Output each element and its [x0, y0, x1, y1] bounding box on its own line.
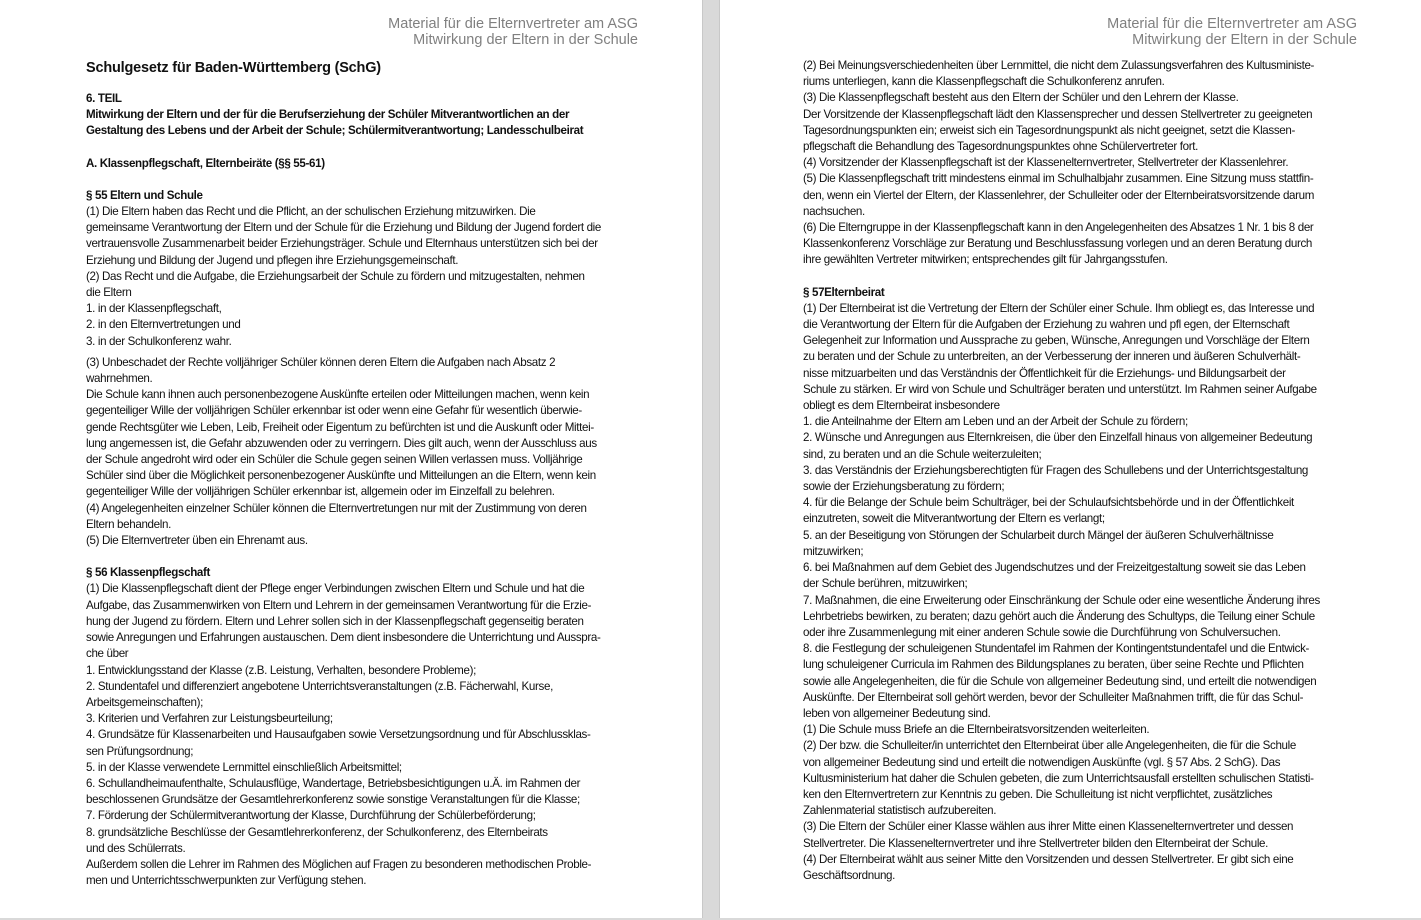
text-line: (5) Die Elternvertreter üben ein Ehrenamt aus. [86, 534, 308, 548]
text-line: sowie alle Angelegenheiten, die für die Schule von allgemeiner Bedeutung sind, und erteilt die notwendigen [803, 674, 1317, 688]
text-line: Die Schule kann ihnen auch personenbezogene Auskünfte erteilen oder Mitteilungen machen, wenn kein [86, 388, 590, 402]
page-header [388, 16, 638, 48]
text-line: von allgemeiner Bedeutung sind und erteilt die notwendigen Auskünfte (vgl. § 57 Abs. 2 SchG). Das [803, 755, 1281, 769]
text-line: 1. in der Klassenpflegschaft, [86, 302, 222, 316]
paragraph-57-text [803, 301, 1365, 884]
text-line: Erziehung und Bildung der Jugend und pflegen ihre Erziehungsgemeinschaft. [86, 253, 459, 267]
text-line: Lehrbetriebs bewirken, zu beraten; dazu gehört auch die Änderung des Schultyps, die Teilung einer Schule [803, 609, 1315, 623]
text-line: 5. in der Klasse verwendete Lernmittel einschließlich Arbeitsmittel; [86, 760, 402, 774]
paragraph-55-block-1 [86, 204, 646, 350]
text-line: 3. Kriterien und Verfahren zur Leistungsbeurteilung; [86, 712, 333, 726]
header-line: Material für die Elternvertreter am ASG [388, 16, 638, 32]
document-title: Schulgesetz für Baden-Württemberg (SchG) [86, 60, 381, 76]
text-line: (5) Die Klassenpflegschaft tritt mindestens einmal im Schulhalbjahr zusammen. Eine Sitzung muss stattfin- [803, 172, 1314, 186]
text-line: 3. das Verständnis der Erziehungsberechtigten für Fragen des Schullebens und der Unterrichtsgestaltung [803, 463, 1309, 477]
text-line: men und Unterrichtsschwerpunkten zur Verfügung stehen. [86, 874, 367, 888]
text-line: Aufgabe, das Zusammenwirken von Eltern und Lehrern in der gemeinsamen Verantwortung für die Erzie- [86, 598, 592, 612]
text-line: 7. Förderung der Schülermitverantwortung der Klasse, Durchführung der Schülerbeförderung; [86, 809, 536, 823]
text-line: nisse mitzuarbeiten und das Verständnis der Öffentlichkeit für die Erziehungs- und Bildungsarbeit der [803, 366, 1286, 380]
text-line: Stellvertreter. Die Klassenelternvertreter und ihre Stellvertreter bilden den Elternbeirat der Schule. [803, 836, 1269, 850]
text-line: 4. Grundsätze für Klassenarbeiten und Hausaufgaben sowie Versetzungsordnung und für Abschlussklas- [86, 728, 591, 742]
text-line: (6) Die Elterngruppe in der Klassenpflegschaft kann in den Angelegenheiten des Absatzes 1 Nr. 1 bis 8 der [803, 221, 1314, 235]
paragraph-heading-55: § 55 Eltern und Schule [86, 188, 203, 202]
text-line: sowie der Erziehungsberatung zu fördern; [803, 480, 1005, 494]
page-body [803, 58, 1365, 884]
header-line: Material für die Elternvertreter am ASG [1107, 16, 1357, 32]
text-line: (2) Das Recht und die Aufgabe, die Erziehungsarbeit der Schule zu fördern und mitzugestalten, nehmen [86, 269, 585, 283]
text-line: Auskünfte. Der Elternbeirat soll gehört werden, bevor der Schulleiter Maßnahmen trifft, die für das Schul- [803, 690, 1304, 704]
text-line: die Verantwortung der Eltern für die Aufgaben der Erziehung zu wahren und pfl egen, der Elternschaft [803, 318, 1290, 332]
text-line: 1. die Anteilnahme der Eltern am Leben und an der Arbeit der Schule zu fördern; [803, 415, 1188, 429]
text-line: Zahlenmaterial statistisch aufzubereiten. [803, 804, 997, 818]
paragraph-56-text [86, 581, 646, 889]
text-line: der Schule angedroht wird oder ein Schüler die Schule gegen seinen Willen verlassen muss. Volljährige [86, 453, 583, 467]
text-line: 3. in der Schulkonferenz wahr. [86, 334, 232, 348]
text-line: (3) Die Klassenpflegschaft besteht aus den Eltern der Schüler und den Lehrern der Klasse. [803, 91, 1239, 105]
text-line: oder ihre Zusammenlegung mit einer anderen Schule sowie die Durchführung von Schulversuchen. [803, 625, 1281, 639]
text-line: sowie Anregungen und Erfahrungen austauschen. Dem dient insbesondere die Unterrichtung und Ausspra- [86, 631, 601, 645]
text-line: 2. Stundentafel und differenziert angebotene Unterrichtsveranstaltungen (z.B. Fächerwahl, Kurse, [86, 679, 553, 693]
text-line: nachsuchen. [803, 204, 865, 218]
text-line: (1) Der Elternbeirat ist die Vertretung der Eltern der Schüler einer Schule. Ihm obliegt es, das Interesse und [803, 301, 1315, 315]
page-header [1107, 16, 1357, 48]
text-line: Kultusministerium hat daher die Schulen gebeten, die zum Unterrichtsausfall erstellten schulischen Statisti- [803, 771, 1314, 785]
text-line: (2) Der bzw. die Schulleiter/in unterrichtet den Elternbeirat über alle Angelegenheiten, die für die Schule [803, 739, 1296, 753]
text-line: und des Schülerrats. [86, 841, 186, 855]
text-line: gegenteiliger Wille der volljährigen Schüler erkennbar ist, allgemein oder im Einzelfall zu belehren. [86, 485, 555, 499]
header-line: Mitwirkung der Eltern in der Schule [1132, 32, 1357, 48]
paragraph-56-continued [803, 58, 1365, 269]
text-line: 8. grundsätzliche Beschlüsse der Gesamtlehrerkonferenz, der Schulkonferenz, des Elternbeirats [86, 825, 548, 839]
text-line: leben von allgemeiner Bedeutung sind. [803, 706, 991, 720]
text-line: Gelegenheit zur Information und Aussprache zu geben, Wünsche, Anregungen und Vorschläge der Eltern [803, 334, 1310, 348]
text-line: ken den Elternvertretern zur Kenntnis zu geben. Die Schulleitung ist nicht verpflichtet, zusätzliches [803, 787, 1273, 801]
text-line: zu beraten und der Schule zu unterbreiten, an der Verbesserung der inneren und äußeren Schulverhält- [803, 350, 1301, 364]
text-line: Tagesordnungspunkten ein; erweist sich ein Tagesordnungspunkt als nicht geeignet, setzt die Klassen- [803, 123, 1295, 137]
text-line: den, wenn ein Viertel der Eltern, der Klassenlehrer, der Schulleiter oder der Elternbeiratsvorsitzende darum [803, 188, 1315, 202]
text-line: 1. Entwicklungsstand der Klasse (z.B. Leistung, Verhalten, besondere Probleme); [86, 663, 476, 677]
part-heading: Gestaltung des Lebens und der Arbeit der Schule; Schülermitverantwortung; Landesschulbeirat [86, 124, 584, 138]
text-line: Eltern behandeln. [86, 517, 171, 531]
text-line: (1) Die Eltern haben das Recht und die Pflicht, an der schulischen Erziehung mitzuwirken. Die [86, 205, 536, 219]
text-line: mitzuwirken; [803, 544, 864, 558]
text-line: lung schuleigener Curricula im Rahmen des Bildungsplanes zu beraten, über seine Rechte und Pflichten [803, 658, 1304, 672]
text-line: Klassenkonferenz Vorschläge zur Beratung und Beschlussfassung vorlegen und an deren Beratung durch [803, 237, 1313, 251]
text-line: ihre gewählten Vertreter mitwirken; entsprechendes gilt für Jahrgangsstufen. [803, 253, 1168, 267]
paragraph-heading-57: § 57Elternbeirat [803, 285, 885, 299]
page-body [86, 58, 646, 889]
text-line: 2. in den Elternvertretungen und [86, 318, 241, 332]
text-line: (1) Die Klassenpflegschaft dient der Pflege enger Verbindungen zwischen Eltern und Schule und hat die [86, 582, 585, 596]
text-line: einzutreten, soweit die Mitverantwortung der Eltern es verlangt; [803, 512, 1105, 526]
text-line: (4) Der Elternbeirat wählt aus seiner Mitte den Vorsitzenden und dessen Stellvertreter. Er gibt sich eine [803, 852, 1294, 866]
section-heading: A. Klassenpflegschaft, Elternbeiräte (§§ 55-61) [86, 156, 325, 170]
text-line: riums unterliegen, kann die Klassenpflegschaft die Schulkonferenz anrufen. [803, 75, 1165, 89]
text-line: 5. an der Beseitigung von Störungen der Schularbeit durch Mängel der äußeren Schulverhältnisse [803, 528, 1274, 542]
text-line: Schule zu stärken. Er wird von Schule und Schulträger beraten und unterstützt. Im Rahmen seiner Aufgabe [803, 382, 1317, 396]
text-line: Der Vorsitzende der Klassenpflegschaft lädt den Klassensprecher und dessen Stellvertreter zu geeigneten [803, 107, 1313, 121]
text-line: Geschäftsordnung. [803, 868, 896, 882]
text-line: (3) Unbeschadet der Rechte volljähriger Schüler können deren Eltern die Aufgaben nach Absatz 2 [86, 355, 556, 369]
document-page-2 [719, 0, 1421, 918]
paragraph-55-block-2 [86, 355, 646, 549]
text-line: sind, zu beraten und an die Schule weiterzuleiten; [803, 447, 1042, 461]
text-line: 8. die Festlegung der schuleigenen Stundentafel im Rahmen der Kontingentstundentafel und die Entwick- [803, 642, 1310, 656]
text-line: lung angemessen ist, die Gefahr abzuwenden oder zu verringern. Dies gilt auch, wenn der Ausschluss aus [86, 436, 597, 450]
paragraph-heading-56: § 56 Klassenpflegschaft [86, 566, 211, 580]
text-line: wahrnehmen. [86, 372, 153, 386]
text-line: gende Rechtsgüter wie Leben, Leib, Freiheit oder Eigentum zu befürchten ist und die Auskunft oder Mittei- [86, 420, 594, 434]
text-line: (4) Vorsitzender der Klassenpflegschaft ist der Klassenelternvertreter, Stellvertreter der Klassenlehrer. [803, 156, 1289, 170]
part-heading: 6. TEIL [86, 92, 122, 105]
text-line: Außerdem sollen die Lehrer im Rahmen des Möglichen auf Fragen zu besonderen methodischen Proble- [86, 857, 592, 871]
text-line: 7. Maßnahmen, die eine Erweiterung oder Einschränkung der Schule oder eine wesentliche Änderung ihres [803, 593, 1320, 607]
document-page-1 [0, 0, 703, 918]
text-line: die Eltern [86, 286, 132, 300]
text-line: (3) Die Eltern der Schüler einer Klasse wählen aus ihrer Mitte einen Klassenelternvertreter und dessen [803, 820, 1294, 834]
text-line: hung der Jugend zu fördern. Eltern und Lehrer sollen sich in der Klassenpflegschaft gegenseitig beraten [86, 614, 584, 628]
text-line: (1) Die Schule muss Briefe an die Elternbeiratsvorsitzenden weiterleiten. [803, 723, 1150, 737]
text-line: 2. Wünsche und Anregungen aus Elternkreisen, die über den Einzelfall hinaus von allgemeiner Bedeutung [803, 431, 1313, 445]
text-line: (4) Angelegenheiten einzelner Schüler können die Elternvertretungen nur mit der Zustimmung von deren [86, 501, 587, 515]
text-line: der Schule berühren, mitzuwirken; [803, 577, 968, 591]
header-line: Mitwirkung der Eltern in der Schule [413, 32, 638, 48]
text-line: 6. Schullandheimaufenthalte, Schulausflüge, Wandertage, Betriebsbesichtigungen u.Ä. im Rahmen der [86, 776, 581, 790]
part-heading: Mitwirkung der Eltern und der für die Berufserziehung der Schüler Mitverantwortlichen an der [86, 108, 570, 122]
text-line: beschlossenen Grundsätze der Gesamtlehrerkonferenz sowie sonstige Veranstaltungen für die Klasse; [86, 793, 580, 807]
text-line: che über [86, 647, 129, 661]
text-line: Arbeitsgemeinschaften); [86, 695, 203, 709]
text-line: gegenteiliger Wille der volljährigen Schüler erkennbar ist oder wenn eine Gefahr für wesentlich überwie- [86, 404, 582, 418]
text-line: pflegschaft die Behandlung des Tagesordnungspunktes ohne Schülervertreter fort. [803, 140, 1198, 154]
text-line: Schüler sind über die Möglichkeit personenbezogener Auskünfte und Mitteilungen an die Eltern, wenn kein [86, 469, 596, 483]
text-line: (2) Bei Meinungsverschiedenheiten über Lernmittel, die nicht dem Zulassungsverfahren des Kultusministe- [803, 59, 1315, 72]
text-line: gemeinsame Verantwortung der Eltern und der Schule für die Erziehung und Bildung der Jugend fordert die [86, 221, 601, 235]
text-line: vertrauensvolle Zusammenarbeit beider Erziehungsträger. Schule und Elternhaus unterstützen sich bei der [86, 237, 598, 251]
text-line: 4. für die Belange der Schule beim Schulträger, bei der Schulaufsichtsbehörde und in der Öffentlichkeit [803, 496, 1294, 510]
text-line: sen Prüfungsordnung; [86, 744, 194, 758]
text-line: obliegt es dem Elternbeirat insbesondere [803, 399, 1000, 413]
text-line: 6. bei Maßnahmen auf dem Gebiet des Jugendschutzes und der Freizeitgestaltung soweit sie das Leben [803, 561, 1306, 575]
